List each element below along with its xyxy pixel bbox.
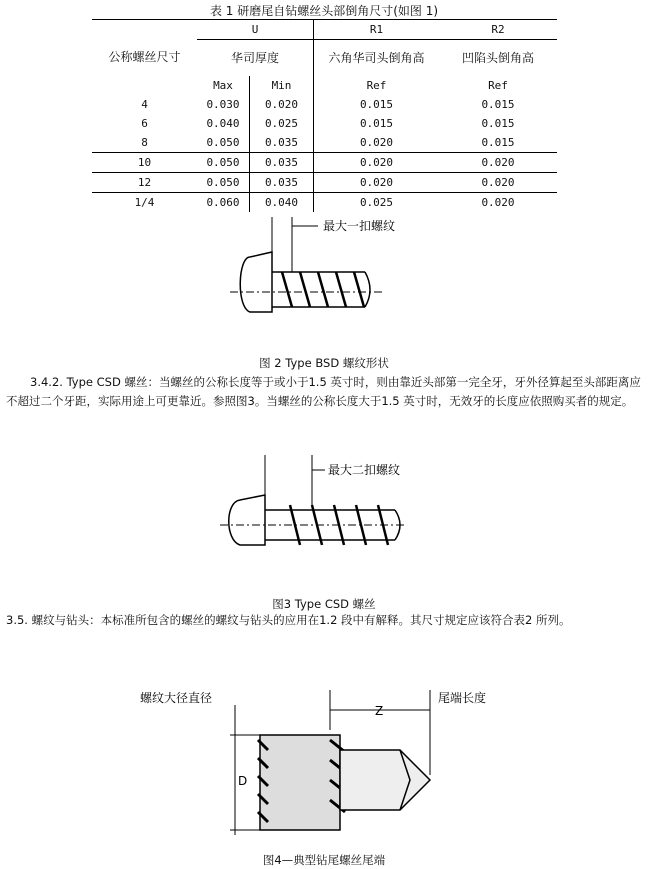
- table-row: [92, 193, 557, 213]
- chamfer-table: [92, 19, 557, 212]
- header-min: Min: [250, 76, 314, 95]
- table-row: [92, 173, 557, 193]
- fig4-z-label: Z: [375, 704, 384, 718]
- cell-min: 0.035: [250, 133, 314, 153]
- u-desc: 华司厚度: [197, 40, 314, 77]
- fig3-screw-drawing: [0, 440, 648, 590]
- header-r1: R1: [314, 20, 440, 40]
- header-size: 公称螺丝尺寸: [108, 50, 181, 64]
- table-row: [92, 153, 557, 173]
- cell-r2: 0.015: [481, 117, 515, 130]
- fig3-label: 最大二扣螺纹: [328, 463, 401, 477]
- fig2-label: 最大一扣螺纹: [323, 219, 396, 233]
- cell-size: 4: [141, 98, 148, 111]
- cell-min: 0.020: [250, 95, 314, 114]
- cell-max: 0.050: [206, 136, 240, 149]
- fig4-drill-tail-drawing: [0, 680, 648, 850]
- table-title: 表 1 研磨尾自钻螺丝头部倒角尺寸(如图 1): [209, 4, 439, 18]
- paragraph-3-4-2: 3.4.2. Type CSD 螺丝：当螺丝的公称长度等于或小于1.5 英寸时，则由靠近头部第一完全牙，牙外径算起至头部距离应不超过二个牙距，实际用途上可更靠近。参照图3。当螺丝的公称长度大于1.5 英寸时，无效牙的长度应依照购买者的规定。: [6, 375, 641, 408]
- r2-desc: 凹陷头倒角高: [439, 40, 557, 77]
- header-r2: R2: [491, 23, 505, 36]
- cell-min: 0.035: [250, 173, 314, 193]
- cell-size: 8: [141, 136, 148, 149]
- fig2-screw-drawing: [0, 212, 648, 352]
- cell-r1: 0.015: [314, 95, 440, 114]
- header-ref1: Ref: [314, 76, 440, 95]
- cell-r1: 0.020: [314, 173, 440, 193]
- fig4-d-label: D: [238, 774, 248, 788]
- cell-max: 0.050: [206, 176, 240, 189]
- cell-r2: 0.020: [481, 196, 515, 209]
- cell-min: 0.025: [250, 114, 314, 133]
- cell-r2: 0.020: [481, 176, 515, 189]
- cell-max: 0.030: [206, 98, 240, 111]
- table-row: [92, 133, 557, 153]
- fig2-caption: 图 2 Type BSD 螺纹形状: [259, 356, 389, 370]
- cell-max: 0.050: [206, 156, 240, 169]
- r1-desc: 六角华司头倒角高: [314, 40, 440, 77]
- fig3-caption: 图3 Type CSD 螺丝: [272, 597, 376, 611]
- table-row: [92, 114, 557, 133]
- fig4-caption: 图4—典型钻尾螺丝尾端: [262, 853, 386, 867]
- header-ref2: Ref: [488, 79, 508, 92]
- paragraph-3-5: 3.5. 螺纹与钻头：本标准所包含的螺丝的螺纹与钻头的应用在1.2 段中有解释。其尺寸规定应该符合表2 所列。: [6, 613, 571, 627]
- cell-r1: 0.020: [314, 153, 440, 173]
- cell-r1: 0.020: [314, 133, 440, 153]
- cell-r2: 0.020: [481, 156, 515, 169]
- cell-max: 0.040: [206, 117, 240, 130]
- cell-r1: 0.015: [314, 114, 440, 133]
- cell-size: 10: [137, 156, 152, 169]
- table-row: [92, 95, 557, 114]
- fig4-tail-length-label: 尾端长度: [438, 691, 487, 705]
- fig4-major-diameter-label: 螺纹大径直径: [140, 691, 213, 705]
- header-max: Max: [213, 79, 233, 92]
- cell-r1: 0.025: [314, 193, 440, 213]
- cell-size: 1/4: [134, 196, 155, 209]
- cell-r2: 0.015: [481, 98, 515, 111]
- cell-size: 6: [141, 117, 148, 130]
- cell-min: 0.035: [250, 153, 314, 173]
- cell-size: 12: [137, 176, 152, 189]
- cell-r2: 0.015: [481, 136, 515, 149]
- cell-max: 0.060: [206, 196, 240, 209]
- header-u: U: [251, 23, 259, 36]
- cell-min: 0.040: [250, 193, 314, 213]
